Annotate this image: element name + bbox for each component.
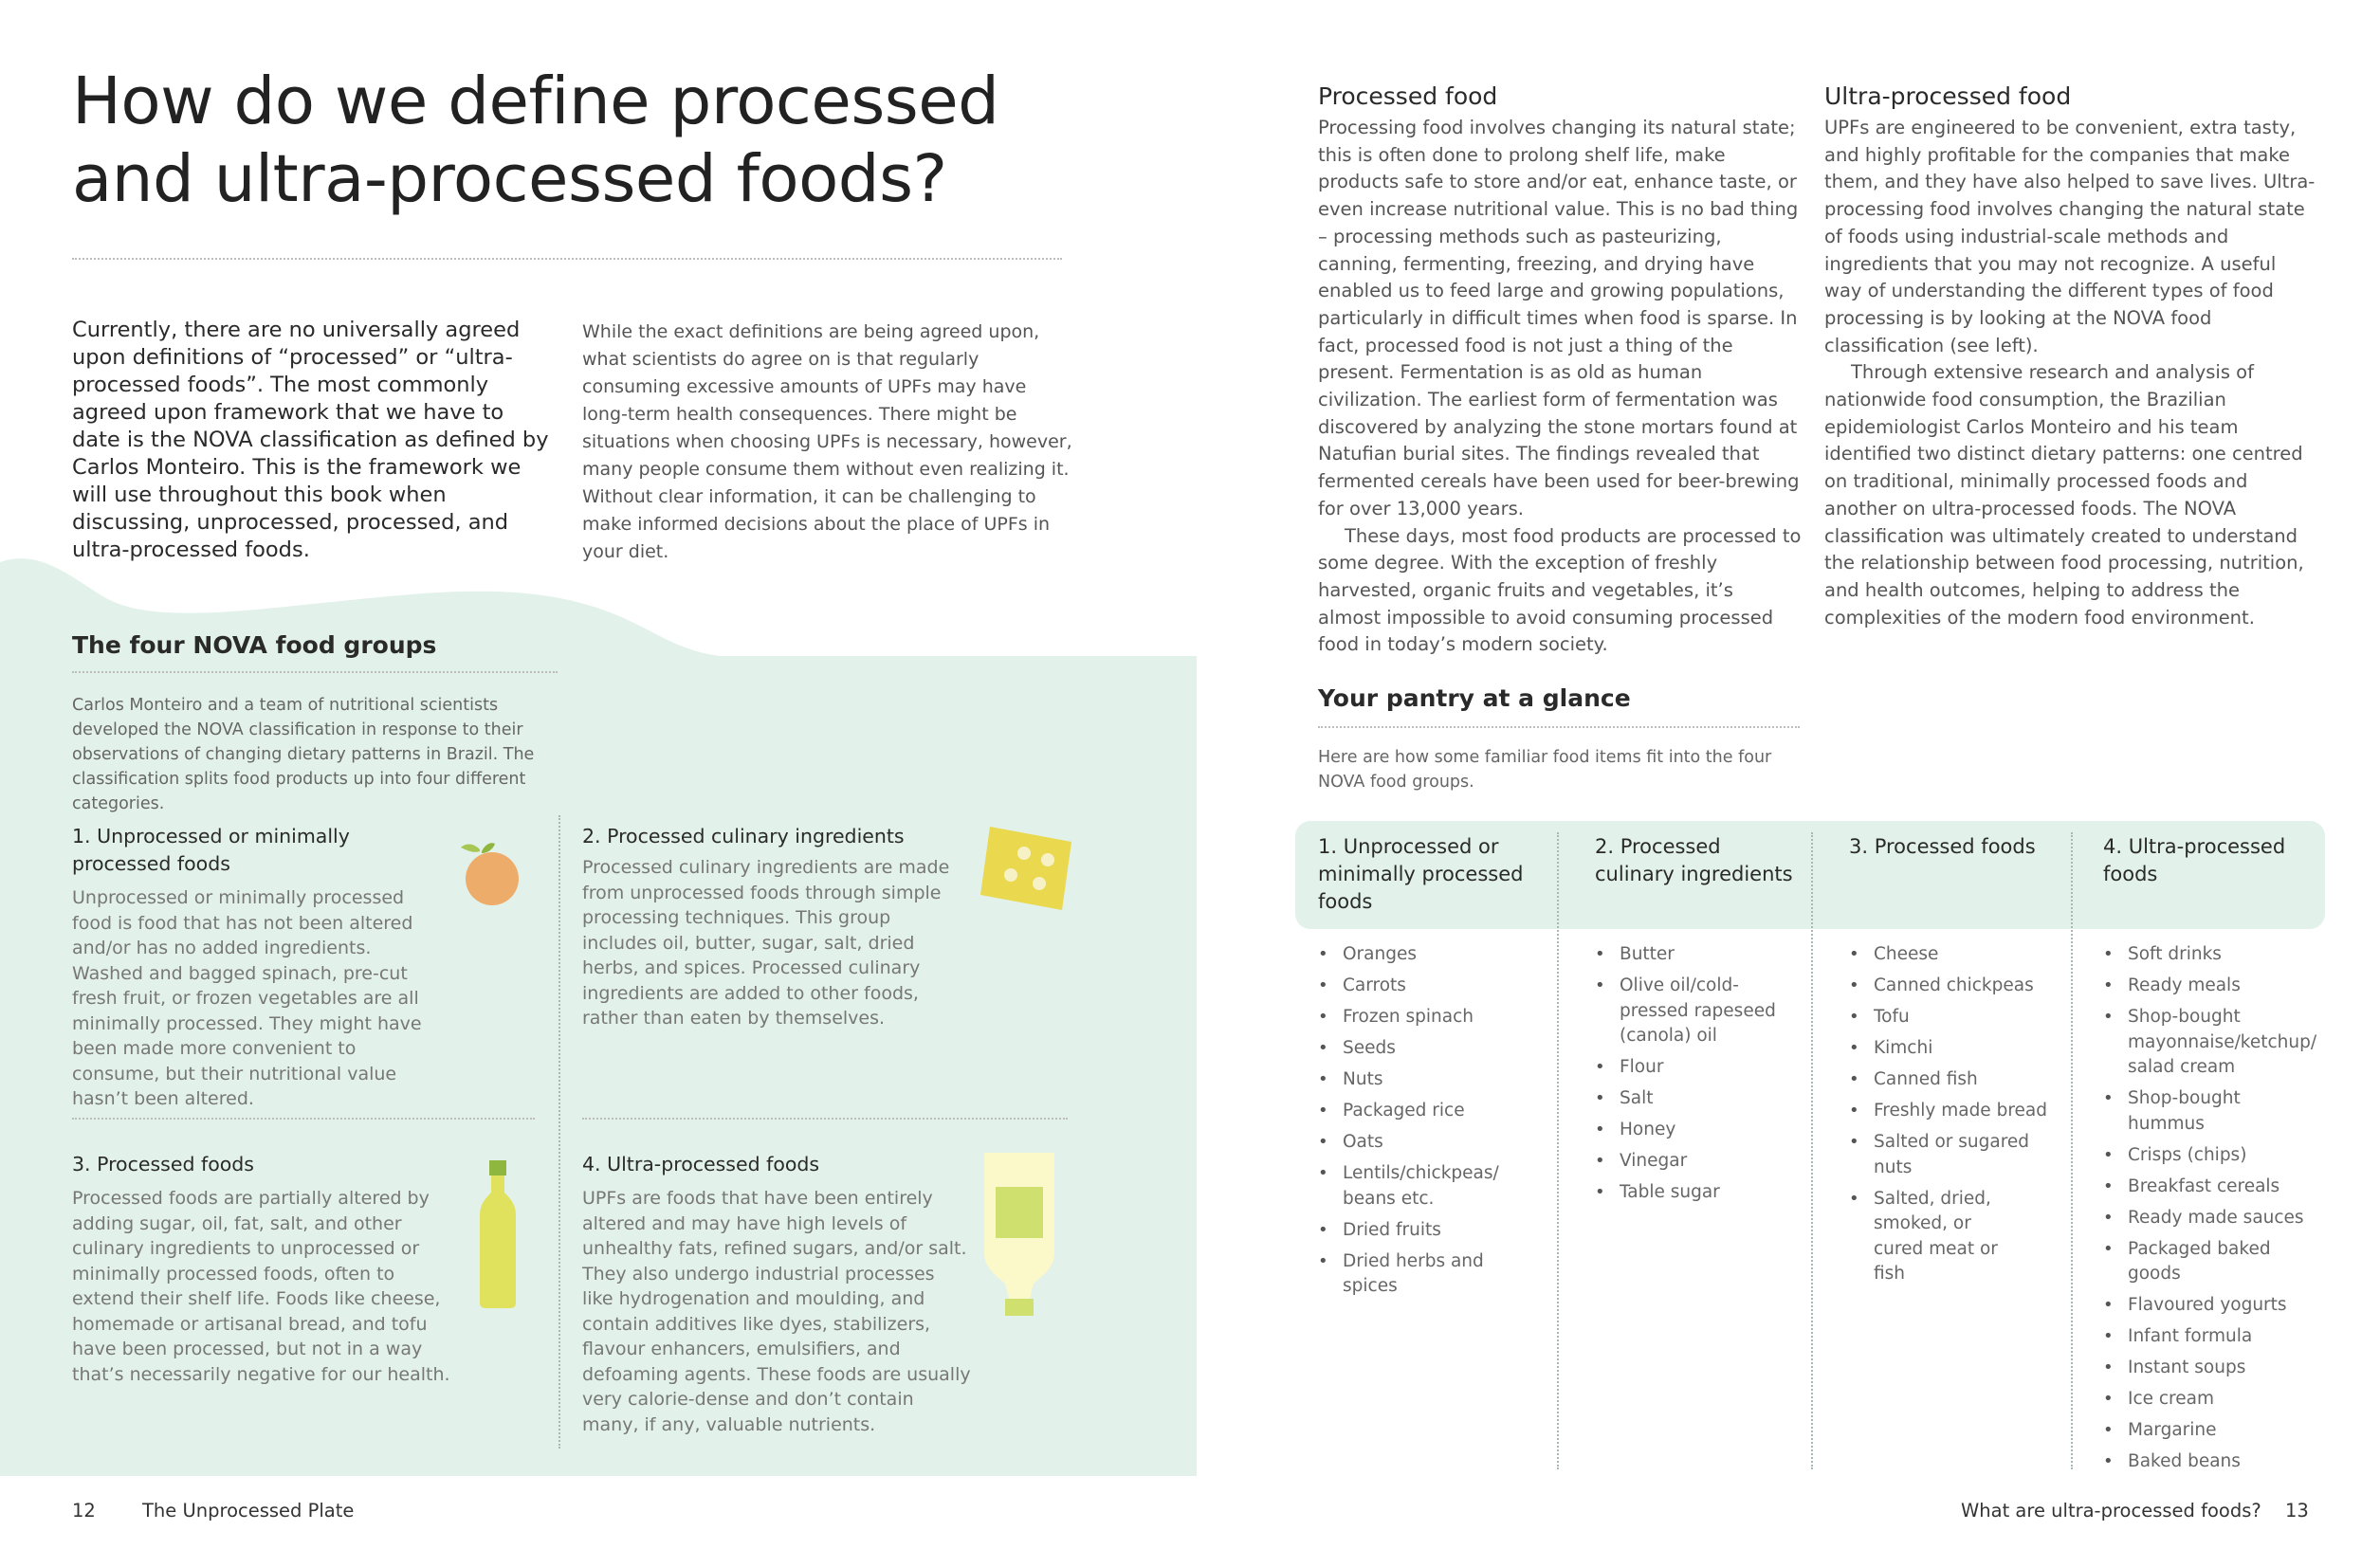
- list-item: • Packaged baked goods: [2103, 1237, 2289, 1287]
- list-item: • Lentils/chickpeas/ beans etc.: [1318, 1161, 1504, 1212]
- intro-right-text: While the exact definitions are being agreed upon, what scientists do agree on is that regularly consuming excessive amounts of UPFs may have long-term health consequences. There might be situations when choosing UPFs is necessary, however, many people consume them without even realizing it. Without clear information, it can be challenging to make informed decisions about the place of UPFs in your diet.: [582, 321, 1072, 562]
- processed-food-paragraph-2: These days, most food products are processed to some degree. With the exception of freshly harvested, organic fruits and vegetables, it’s almost impossible to avoid consuming processed food in today’s modern society.: [1318, 524, 1802, 656]
- list-item: • Shop-bought mayonnaise/ketchup/ salad cream: [2103, 1005, 2327, 1081]
- nova-group-1: [72, 823, 357, 878]
- group-3-title: 3. Processed foods: [72, 1153, 254, 1175]
- list-item: • Freshly made bread: [1849, 1099, 2053, 1124]
- pantry-column-divider-3: [2071, 832, 2073, 1469]
- footer-page-number-right: 13: [2285, 1500, 2309, 1522]
- pantry-heading-divider: [1318, 726, 1800, 728]
- pantry-heading: Your pantry at a glance: [1318, 684, 1631, 712]
- list-item: • Oranges: [1318, 942, 1546, 968]
- ultra-processed-paragraph-2: Through extensive research and analysis of nationwide food consumption, the Brazilian epidemiologist Carlos Monteiro and his team identified two distinct dietary patterns: one centred on traditional, minimally processed foods and another on ultra-processed foods. The NOVA classification was ultimately created to understand the relationship between food processing, nutrition, and health outcomes, helping to address the complexities of the modern food environment.: [1824, 361, 2304, 629]
- list-item: • Ready meals: [2103, 974, 2321, 999]
- list-item: • Frozen spinach: [1318, 1005, 1546, 1030]
- list-item: • Dried herbs and spices: [1318, 1249, 1494, 1300]
- list-item: • Nuts: [1318, 1067, 1546, 1093]
- processed-food-heading: Processed food: [1318, 82, 1498, 110]
- footer-page-number-left: 12: [72, 1500, 96, 1522]
- page-title: How do we define processed and ultra-processed foods?: [72, 64, 999, 217]
- oil-bottle-icon: [474, 1158, 522, 1310]
- orange-icon: [451, 834, 527, 910]
- pantry-column-3-header: 3. Processed foods: [1849, 835, 2036, 858]
- intro-left-text: Currently, there are no universally agreed upon definitions of “processed” or “ultra-processed foods”. The most commonly agreed upon framework that we have to date is the NOVA classification as defined by Carlos Monteiro. This is the framework we will use throughout this book when discussing, unprocessed, processed, and ultra-processed foods.: [72, 318, 549, 562]
- list-item: • Olive oil/cold-pressed rapeseed (canola) oil: [1595, 974, 1799, 1049]
- list-item: • Honey: [1595, 1118, 1799, 1143]
- group-2-title: 2. Processed culinary ingredients: [582, 825, 905, 847]
- list-item: • Table sugar: [1595, 1180, 1799, 1206]
- pantry-column-1-list: [1318, 942, 1546, 1305]
- pantry-column-4-header: 4. Ultra-processed foods: [2103, 835, 2286, 885]
- list-item: • Salted, dried, smoked, or cured meat or fish: [1849, 1187, 2025, 1287]
- ultra-processed-food-heading: Ultra-processed food: [1824, 82, 2072, 110]
- butter-icon: [977, 815, 1081, 920]
- group-1-title: 1. Unprocessed or minimally processed foods: [72, 825, 350, 875]
- nova-heading: The four NOVA food groups: [72, 631, 437, 659]
- list-item: • Seeds: [1318, 1036, 1546, 1062]
- group-4-text: UPFs are foods that have been entirely altered and may have high levels of unhealthy fats, refined sugars, and/or salt. They also undergo industrial processes like hydrogenation and moulding, and contain additives like dyes, stabilizers, flavour enhancers, emulsifiers, and defoaming agents. These foods are usually very calorie-dense and don’t contain many, if any, valuable nutrients.: [582, 1188, 971, 1435]
- footer-book-title: The Unprocessed Plate: [142, 1500, 355, 1522]
- pantry-intro-text: Here are how some familiar food items fit into the four NOVA food groups.: [1318, 748, 1772, 792]
- list-item: • Baked beans: [2103, 1449, 2321, 1475]
- list-item: • Crisps (chips): [2103, 1143, 2321, 1169]
- list-item: • Flavoured yogurts: [2103, 1293, 2321, 1319]
- nova-intro-text: Carlos Monteiro and a team of nutritional scientists developed the NOVA classification in response to their observations of changing dietary patterns in Brazil. The classification splits food products up into four different categories.: [72, 696, 535, 813]
- grid-horizontal-divider-right: [582, 1118, 1068, 1120]
- list-item: • Oats: [1318, 1130, 1546, 1156]
- list-item: • Salt: [1595, 1086, 1799, 1112]
- group-1-text: Unprocessed or minimally processed food is food that has not been altered and/or has no added ingredients. Washed and bagged spinach, pre-cut fresh fruit, or frozen vegetables are all minimally processed. They might have been made more convenient to consume, but their nutritional value hasn’t been altered.: [72, 887, 422, 1109]
- grid-horizontal-divider-left: [72, 1118, 535, 1120]
- nova-heading-divider: [72, 671, 558, 673]
- grid-vertical-divider: [558, 815, 560, 1449]
- pantry-column-4-list: [2103, 942, 2321, 1481]
- list-item: • Dried fruits: [1318, 1218, 1546, 1244]
- pantry-column-2-header: 2. Processed culinary ingredients: [1595, 835, 1793, 885]
- list-item: • Cheese: [1849, 942, 2053, 968]
- title-divider: [72, 258, 1062, 260]
- list-item: • Soft drinks: [2103, 942, 2321, 968]
- list-item: • Carrots: [1318, 974, 1546, 999]
- ultra-processed-paragraph-1: UPFs are engineered to be convenient, extra tasty, and highly profitable for the companies that make them, and they have also helped to save lives. Ultra-processing food involves changing the natural state of foods using industrial-scale methods and ingredients that you may not recognize. A useful way of understanding the different types of food processing is by looking at the NOVA food classification (see left).: [1824, 117, 2316, 356]
- list-item: • Flour: [1595, 1055, 1799, 1081]
- list-item: • Instant soups: [2103, 1356, 2321, 1381]
- list-item: • Butter: [1595, 942, 1799, 968]
- squeeze-bottle-icon: [977, 1147, 1062, 1327]
- group-2-text: Processed culinary ingredients are made from unprocessed foods through simple processing techniques. This group includes oil, butter, sugar, salt, dried herbs, and spices. Processed culinary ingredients are added to other foods, rather than eaten by themselves.: [582, 857, 950, 1029]
- pantry-column-2-list: [1595, 942, 1799, 1212]
- ultra-processed-food-text: [1824, 115, 2317, 631]
- list-item: • Infant formula: [2103, 1324, 2321, 1350]
- processed-food-text: [1318, 115, 1802, 659]
- pantry-column-divider-1: [1557, 832, 1559, 1469]
- footer-chapter-title: What are ultra-processed foods?: [1961, 1500, 2261, 1522]
- pantry-column-1-header: 1. Unprocessed or minimally processed foods: [1318, 835, 1524, 913]
- list-item: • Packaged rice: [1318, 1099, 1546, 1124]
- list-item: • Kimchi: [1849, 1036, 2053, 1062]
- list-item: • Tofu: [1849, 1005, 2053, 1030]
- group-3-text: Processed foods are partially altered by adding sugar, oil, fat, salt, and other culinary ingredients to unprocessed or minimally processed foods, often to extend their shelf life. Foods like cheese, homemade or artisanal bread, and tofu have been processed, but not in a way that’s necessarily negative for our health.: [72, 1188, 450, 1385]
- group-4-title: 4. Ultra-processed foods: [582, 1153, 820, 1175]
- list-item: • Canned fish: [1849, 1067, 2053, 1093]
- list-item: • Salted or sugared nuts: [1849, 1130, 2035, 1180]
- list-item: • Ready made sauces: [2103, 1206, 2321, 1231]
- list-item: • Ice cream: [2103, 1387, 2321, 1412]
- list-item: • Canned chickpeas: [1849, 974, 2053, 999]
- list-item: • Vinegar: [1595, 1149, 1799, 1175]
- list-item: • Margarine: [2103, 1418, 2321, 1444]
- processed-food-paragraph-1: Processing food involves changing its natural state; this is often done to prolong shelf life, make products safe to store and/or eat, enhance taste, or even increase nutritional value. This is no bad thing – processing methods such as pasteurizing, canning, fermenting, freezing, and drying have enabled us to feed large and growing populations, particularly in difficult times when food is sparse. In fact, processed food is not just a thing of the present. Fermentation is as old as human civilization. The earliest form of fermentation was discovered by analyzing the stone mortars found at Natufian burial sites. The findings revealed that fermented cereals have been used for beer-brewing for over 13,000 years.: [1318, 117, 1800, 519]
- list-item: • Breakfast cereals: [2103, 1175, 2321, 1200]
- list-item: • Shop-bought hummus: [2103, 1086, 2321, 1137]
- pantry-column-divider-2: [1811, 832, 1813, 1469]
- pantry-column-3-list: [1849, 942, 2053, 1293]
